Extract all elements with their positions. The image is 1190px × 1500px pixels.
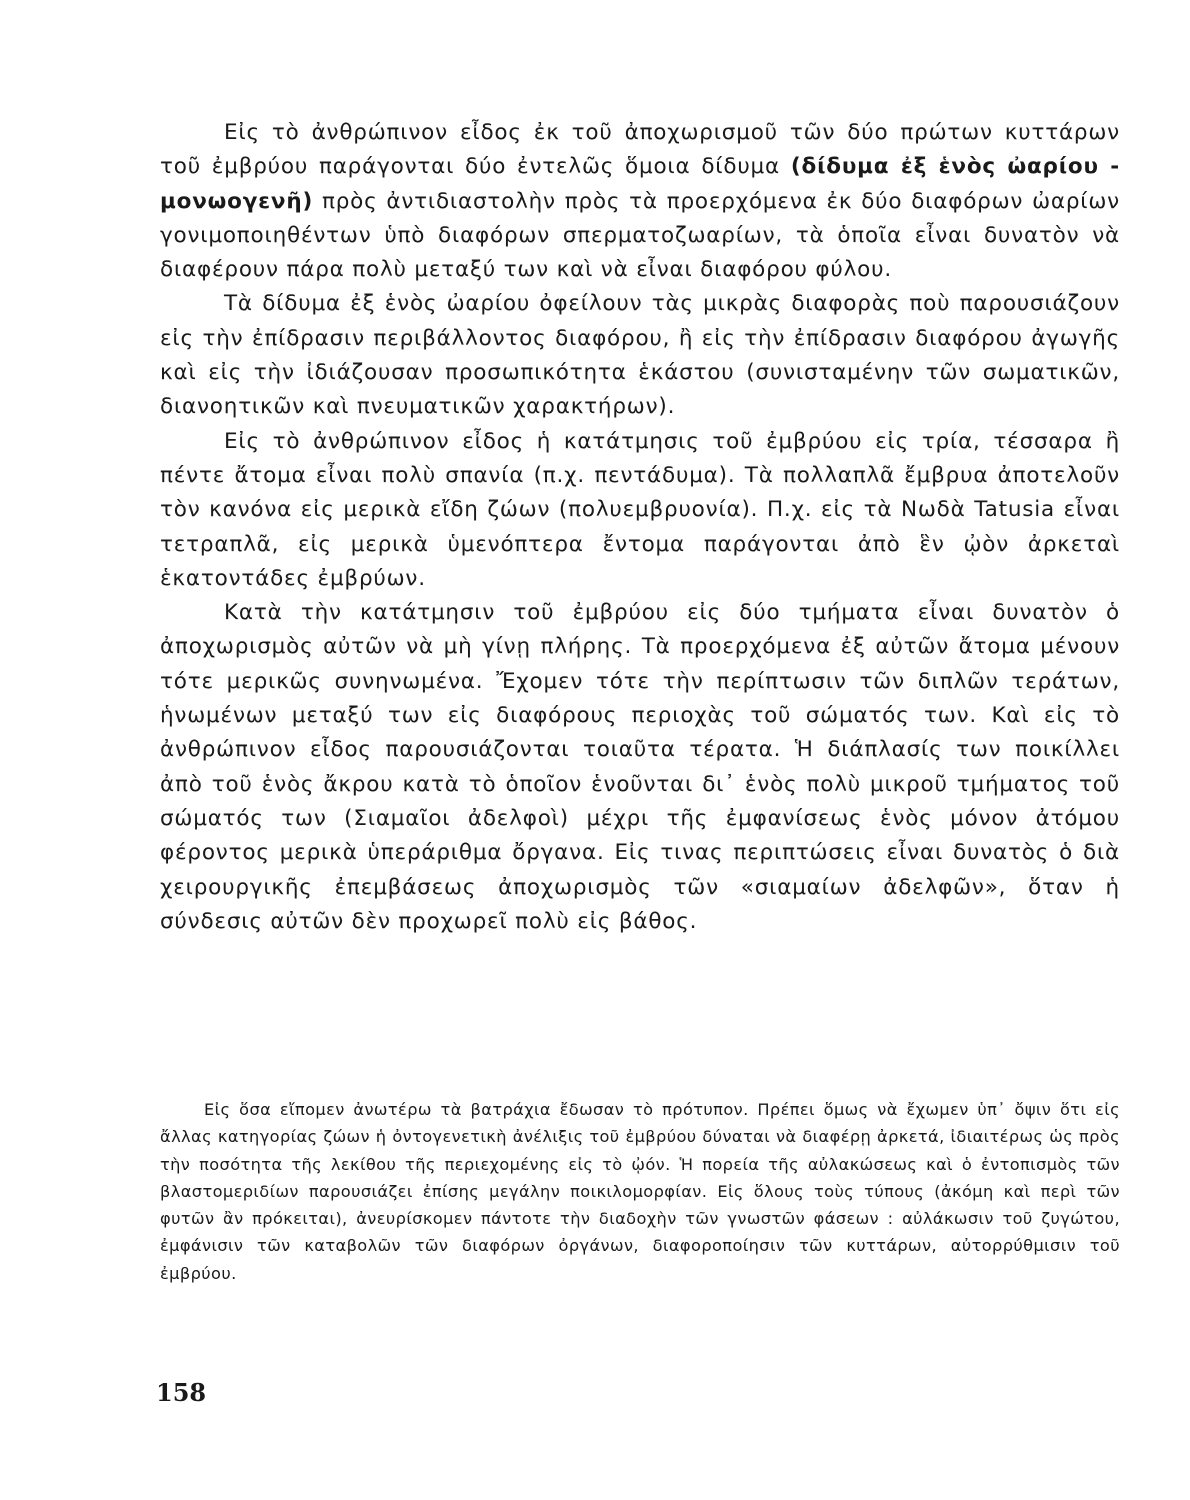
footnote <box>160 1096 1120 1287</box>
paragraph-1-end: πρὸς ἀντιδιαστολὴν πρὸς τὰ προερχόμενα ἐκ δύο διαφόρων ὠαρίων γονιμοποιηθέντων ὑπὸ διαφόρων σπερματοζωαρίων, τὰ ὁποῖα εἶναι δυνατὸν νὰ διαφέρουν πάρα πολὺ μεταξύ των καὶ νὰ εἶναι διαφόρου φύλου. <box>160 188 1120 283</box>
footnote-text: Εἰς ὅσα εἴπομεν ἀνωτέρω τὰ βατράχια ἔδωσαν τὸ πρότυπον. Πρέπει ὅμως νὰ ἔχωμεν ὑπ᾿ ὄψιν ὅτι εἰς ἄλλας κατηγορίας ζώων ἡ ὀντογενετικὴ ἀνέλιξις τοῦ ἐμβρύου δύναται νὰ διαφέρῃ ἀρκετά, ἰδιαιτέρως ὡς πρὸς τὴν ποσότητα τῆς λεκίθου τῆς περιεχομένης εἰς τὸ ᾠόν. Ἡ πορεία τῆς αὐλακώσεως καὶ ὁ ἐντοπισμὸς τῶν βλαστομεριδίων παρουσιάζει ἐπίσης μεγάλην ποικιλομορφίαν. Εἰς ὅλους τοὺς τύπους (ἀκόμη καὶ περὶ τῶν φυτῶν ἂν πρόκειται), ἀνευρίσκομεν πάντοτε τὴν διαδοχὴν τῶν γνωστῶν φάσεων : αὐλάκωσιν τοῦ ζυγώτου, ἐμφάνισιν τῶν καταβολῶν τῶν διαφόρων ὀργάνων, διαφοροποίησιν τῶν κυττάρων, αὐτορρύθμισιν τοῦ ἐμβρύου. <box>160 1100 1120 1283</box>
paragraph-3: Εἰς τὸ ἀνθρώπινον εἶδος ἡ κατάτμησις τοῦ ἐμβρύου εἰς τρία, τέσσαρα ἢ πέντε ἄτομα εἶναι πολὺ σπανία (π.χ. πεντάδυμα). Τὰ πολλαπλᾶ ἔμβρυα ἀποτελοῦν τὸν κανόνα εἰς μερικὰ εἴδη ζώων (πολυεμβρυονία). Π.χ. εἰς τὰ Νωδὰ Tatusia εἶναι τετραπλᾶ, εἰς μερικὰ ὑμενόπτερα ἔντομα παράγονται ἀπὸ ἓν ᾠὸν ἀρκεταὶ ἑκατοντάδες ἐμβρύων. <box>160 428 1120 591</box>
main-text <box>160 116 1120 939</box>
bold-term: (δίδυμα ἐξ ἑνὸς ὠαρίου - μονωογενῆ) <box>160 154 1121 214</box>
paragraph-1-start: Εἰς τὸ ἀνθρώπινον εἶδος ἐκ τοῦ ἀποχωρισμοῦ τῶν δύο πρώτων κυττάρων τοῦ ἐμβρύου παράγονται δύο ἐντελῶς ὅμοια δίδυμα <box>160 120 1120 180</box>
paragraph-2: Τὰ δίδυμα ἐξ ἑνὸς ὠαρίου ὀφείλουν τὰς μικρὰς διαφορὰς ποὺ παρουσιάζουν εἰς τὴν ἐπίδρασιν περιβάλλοντος διαφόρου, ἢ εἰς τὴν ἐπίδρασιν διαφόρου ἀγωγῆς καὶ εἰς τὴν ἰδιάζουσαν προσωπικότητα ἑκάστου (συνισταμένην τῶν σωματικῶν, διανοητικῶν καὶ πνευματικῶν χαρακτήρων). <box>160 291 1120 420</box>
page-number: 158 <box>156 1378 207 1407</box>
paragraph-1 <box>160 116 1120 287</box>
paragraph-4: Κατὰ τὴν κατάτμησιν τοῦ ἐμβρύου εἰς δύο τμήματα εἶναι δυνατὸν ὁ ἀποχωρισμὸς αὐτῶν νὰ μὴ γίνῃ πλήρης. Τὰ προερχόμενα ἐξ αὐτῶν ἄτομα μένουν τότε μερικῶς συνηνωμένα. Ἔχομεν τότε τὴν περίπτωσιν τῶν διπλῶν τεράτων, ἡνωμένων μεταξύ των εἰς διαφόρους περιοχὰς τοῦ σώματός των. Καὶ εἰς τὸ ἀνθρώπινον εἶδος παρουσιάζονται τοιαῦτα τέρατα. Ἡ διάπλασίς των ποικίλλει ἀπὸ τοῦ ἑνὸς ἄκρου κατὰ τὸ ὁποῖον ἑνοῦνται δι᾿ ἑνὸς πολὺ μικροῦ τμήματος τοῦ σώματός των (Σιαμαῖοι ἀδελφοὶ) μέχρι τῆς ἐμφανίσεως ἑνὸς μόνον ἀτόμου φέροντος μερικὰ ὑπεράριθμα ὄργανα. Εἰς τινας περιπτώσεις εἶναι δυνατὸς ὁ διὰ χειρουργικῆς ἐπεμβάσεως ἀποχωρισμὸς τῶν «σιαμαίων ἀδελφῶν», ὅταν ἡ σύνδεσις αὐτῶν δὲν προχωρεῖ πολὺ εἰς βάθος. <box>160 600 1120 934</box>
